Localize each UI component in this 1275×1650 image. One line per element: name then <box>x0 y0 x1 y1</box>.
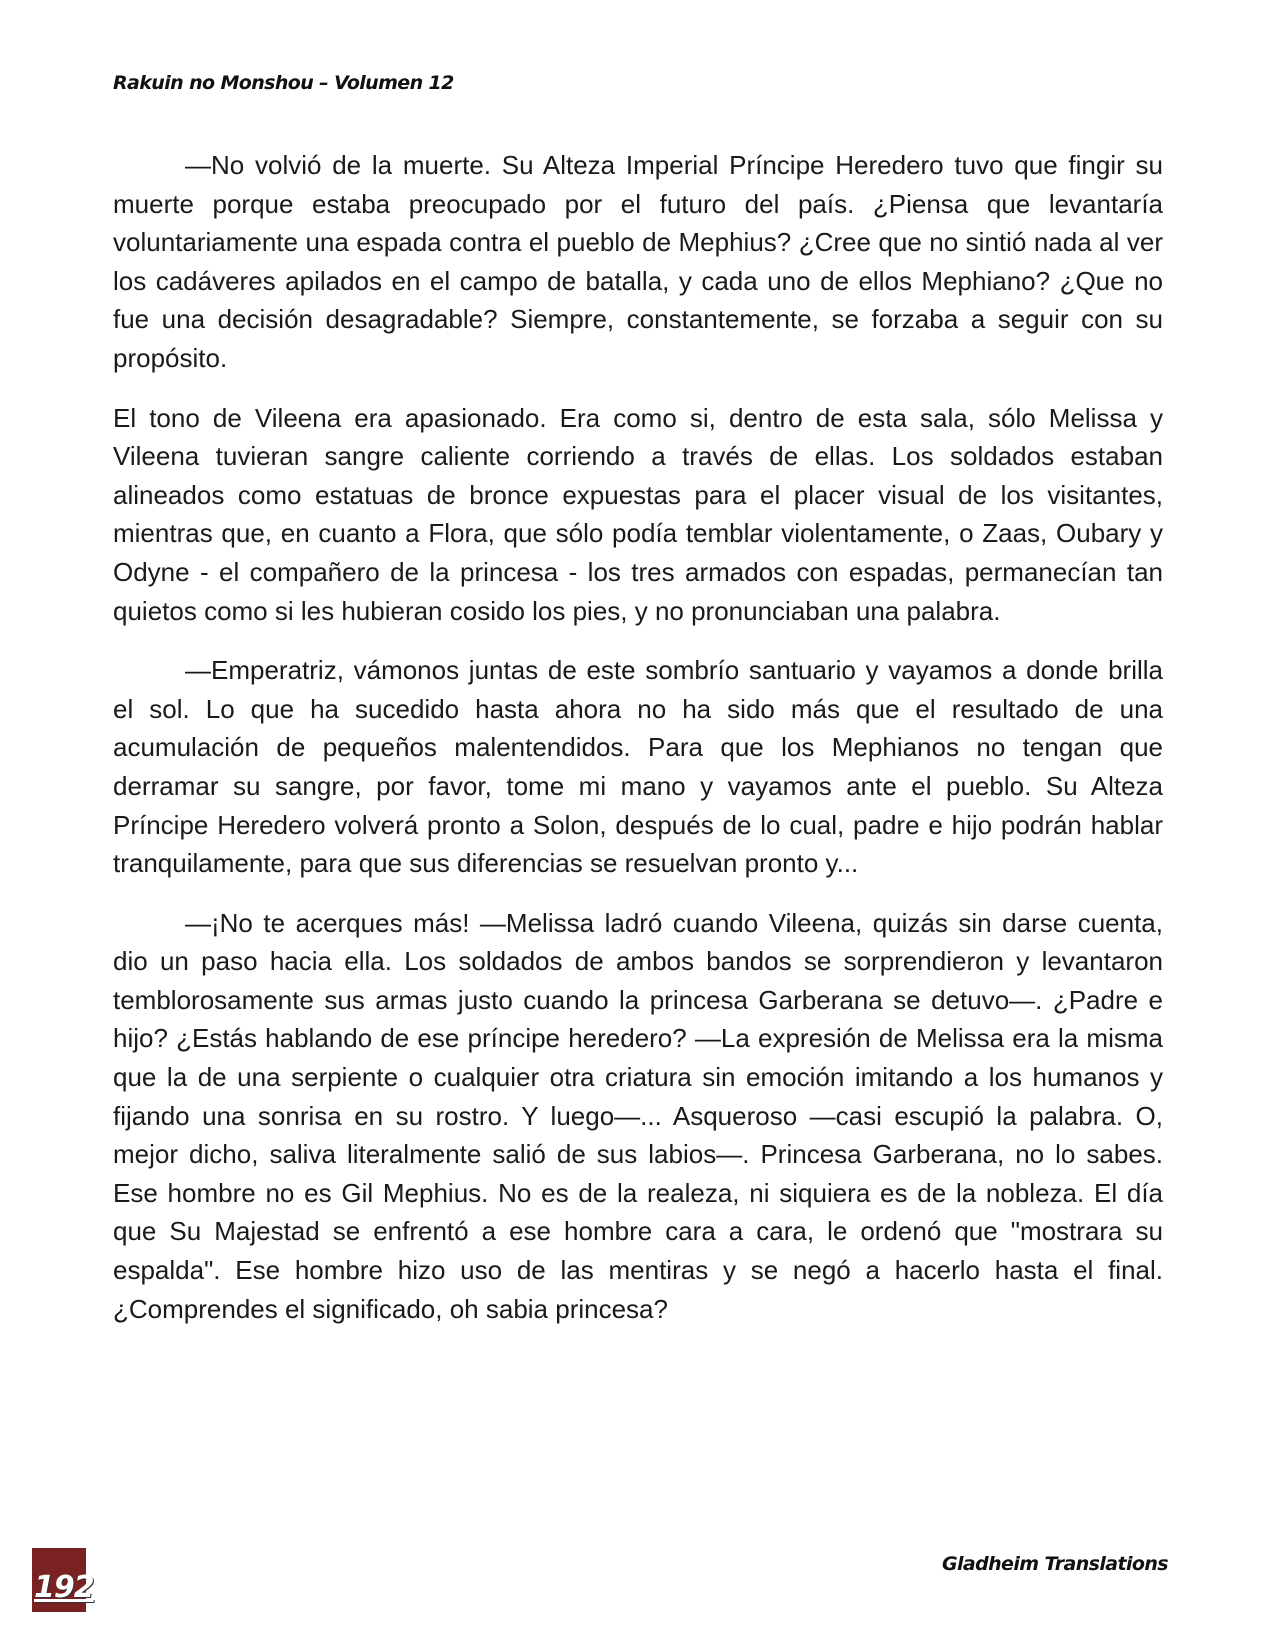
translator-credit: Gladheim Translations <box>942 1553 1168 1575</box>
running-header: Rakuin no Monshou – Volumen 12 <box>113 72 454 94</box>
paragraph-2: El tono de Vileena era apasionado. Era como si, dentro de esta sala, sólo Melissa y Vileena tuvieran sangre caliente corriendo a través de ellas. Los soldados estaban alineados como estatuas de bronce expuestas para el placer visual de los visitantes, mientras que, en cuanto a Flora, que sólo podía temblar violentamente, o Zaas, Oubary y Odyne - el compañero de la princesa - los tres armados con espadas, permanecían tan quietos como si les hubieran cosido los pies, y no pronunciaban una palabra. <box>113 402 1163 626</box>
document-body <box>113 146 1163 1349</box>
page-number: 192 <box>34 1570 94 1605</box>
paragraph-4: —¡No te acerques más! —Melissa ladró cuando Vileena, quizás sin darse cuenta, dio un paso hacia ella. Los soldados de ambos bandos se sorprendieron y levantaron temblorosamente sus armas justo cuando la princesa Garberana se detuvo—. ¿Padre e hijo? ¿Estás hablando de ese príncipe heredero? —La expresión de Melissa era la misma que la de una serpiente o cualquier otra criatura sin emoción imitando a los humanos y fijando una sonrisa en su rostro. Y luego—... Asqueroso —casi escupió la palabra. O, mejor dicho, saliva literalmente salió de sus labios—. Princesa Garberana, no lo sabes. Ese hombre no es Gil Mephius. No es de la realeza, ni siquiera es de la nobleza. El día que Su Majestad se enfrentó a ese hombre cara a cara, le ordenó que "mostrara su espalda". Ese hombre hizo uso de las mentiras y se negó a hacerlo hasta el final. ¿Comprendes el significado, oh sabia princesa? <box>113 907 1163 1324</box>
paragraph-1: —No volvió de la muerte. Su Alteza Imperial Príncipe Heredero tuvo que fingir su muerte porque estaba preocupado por el futuro del país. ¿Piensa que levantaría voluntariamente una espada contra el pueblo de Mephius? ¿Cree que no sintió nada al ver los cadáveres apilados en el campo de batalla, y cada uno de ellos Mephiano? ¿Que no fue una decisión desagradable? Siempre, constantemente, se forzaba a seguir con su propósito. <box>113 150 1163 373</box>
paragraph-3: —Emperatriz, vámonos juntas de este sombrío santuario y vayamos a donde brilla el sol. Lo que ha sucedido hasta ahora no ha sido más que el resultado de una acumulación de pequeños malentendidos. Para que los Mephianos no tengan que derramar su sangre, por favor, tome mi mano y vayamos ante el pueblo. Su Alteza Príncipe Heredero volverá pronto a Solon, después de lo cual, padre e hijo podrán hablar tranquilamente, para que sus diferencias se resuelvan pronto y... <box>113 655 1163 879</box>
